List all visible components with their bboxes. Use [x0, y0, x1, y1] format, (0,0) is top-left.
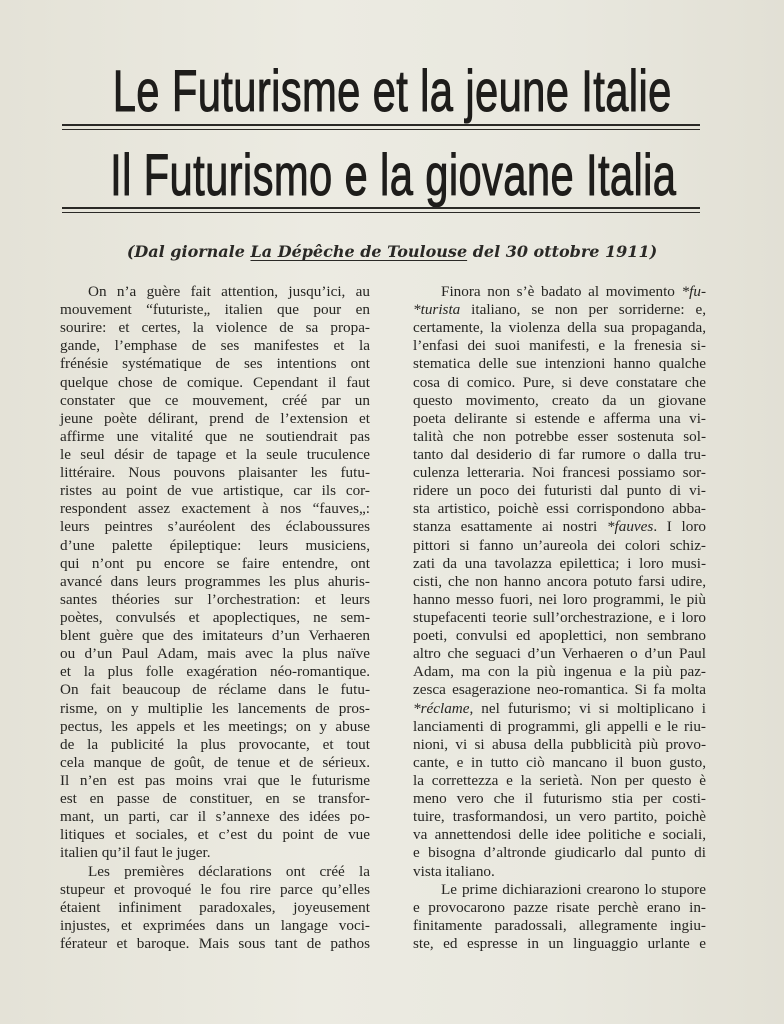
title-italian	[0, 143, 784, 208]
text-line	[413, 718, 706, 736]
line-text: qui n’ont pu encore se faire entendre, ont	[60, 554, 370, 572]
line-text: mant, un parti, car il s’annexe des idées po-	[60, 808, 370, 826]
line-text: cosa di comico. Pure, si deve constatare che	[413, 373, 706, 391]
line-text: de la publicité la plus provocante, et tout	[60, 735, 370, 753]
line-text: littéraire. Nous pouvons plaisanter les futu-	[60, 464, 370, 482]
newspaper-name: La Dépêche de Toulouse	[250, 242, 468, 261]
line-text: litiques et sociales, et c’est du point de vue	[60, 826, 370, 844]
line-text: Les premières déclarations ont créé la	[88, 862, 370, 880]
text-line	[413, 736, 706, 754]
text-line	[60, 555, 370, 573]
text-line	[60, 772, 370, 790]
text-line	[60, 681, 370, 699]
line-text: italien qu’il faut le juger.	[60, 844, 211, 862]
text-line	[413, 374, 706, 392]
line-text: certamente, la violenza della sua propaganda,	[413, 319, 706, 337]
title-french-text: Le Futurisme et la jeune Italie	[112, 59, 672, 124]
text-line	[413, 808, 706, 826]
text-line	[60, 500, 370, 518]
line-text: pectus, les appels et les meetings; on y abuse	[60, 717, 370, 735]
line-text: zati da una tavolazza epilettica; i loro musi-	[413, 554, 706, 572]
title-rule-bottom	[62, 207, 700, 209]
text-line	[413, 428, 706, 446]
text-line	[413, 555, 706, 573]
line-text: injustes, et exprimées dans un langage voci-	[60, 916, 370, 934]
text-line	[60, 283, 370, 301]
line-text: poètes, convulsés et apoplectiques, ne sem-	[60, 608, 370, 626]
text-line	[60, 718, 370, 736]
text-line	[60, 790, 370, 808]
line-text: mouvement “futuriste„ italien que pour en	[60, 301, 370, 319]
text-line	[60, 518, 370, 536]
line-text: la correttezza e la serietà. Non per questo è	[413, 771, 706, 789]
text-line	[60, 826, 370, 844]
line-text: affirme une vitalité que ne soutiendrait pas	[60, 427, 370, 445]
line-text: pittori si fanno un’aureola dei colori schiz-	[413, 536, 706, 554]
line-text: étaient infiniment paradoxales, joyeusement	[60, 898, 370, 916]
line-text: Adam, ma con la più ingenua e la più paz-	[413, 663, 706, 681]
line-text: On fait beaucoup de réclame dans le futu-	[60, 681, 370, 699]
line-text: , nel futurismo; vi si moltiplicano i	[469, 699, 706, 717]
line-text: ou d’un Paul Adam, mais avec la plus naïve	[60, 645, 370, 663]
text-line	[60, 645, 370, 663]
line-text: tuire, trasformandosi, un vero partito, poichè	[413, 808, 706, 826]
line-text: frénésie systématique de ses intentions ont	[60, 355, 370, 373]
text-line	[60, 537, 370, 555]
line-text: finitamente paradossali, allegramente ingiu-	[413, 916, 706, 934]
text-line	[60, 844, 370, 862]
italic-text: *turista	[413, 301, 461, 319]
text-line	[413, 899, 706, 917]
text-line	[60, 917, 370, 935]
text-line	[413, 446, 706, 464]
line-text: gande, l’emphase de ses manifestes et la	[60, 337, 370, 355]
text-line	[413, 573, 706, 591]
line-text: ristes au point de vue artistique, car ils cor-	[60, 482, 370, 500]
line-text: ste, ed espresse in un linguaggio urlante e	[413, 934, 706, 952]
text-line	[413, 844, 706, 862]
line-text: va annettendosi delle idee politiche e sociali,	[413, 826, 706, 844]
text-line	[413, 392, 706, 410]
text-line	[413, 591, 706, 609]
source-citation	[0, 242, 784, 261]
line-text: l’enfasi dei suoi manifesti, e la frenesia si-	[413, 337, 706, 355]
line-text: d’une palette épileptique: leurs musiciens,	[60, 536, 370, 554]
text-line	[413, 881, 706, 899]
line-text: questo movimento, creato da un giovane	[413, 391, 706, 409]
line-text: Le prime dichiarazioni crearono lo stupore	[441, 880, 706, 898]
line-text: sourire: et certes, la violence de sa propa-	[60, 319, 370, 337]
text-line	[60, 808, 370, 826]
italic-text: *fu-	[681, 283, 706, 300]
line-text: risme, on y multiplie les lancements de pros-	[60, 699, 370, 717]
text-line	[413, 518, 706, 536]
text-line	[413, 790, 706, 808]
text-line	[60, 392, 370, 410]
text-line	[60, 482, 370, 500]
line-text: stanza esattamente ai nostri	[413, 518, 607, 536]
line-text: e provocarono pazze risate perchè erano in-	[413, 898, 706, 916]
text-line	[60, 464, 370, 482]
line-text: vista italiano.	[413, 862, 495, 880]
text-line	[60, 337, 370, 355]
title-french	[0, 59, 784, 124]
text-line	[60, 736, 370, 754]
text-line	[413, 772, 706, 790]
citation-date: del 30 ottobre 1911)	[467, 242, 658, 261]
line-text: culenza letteraria. Noi francesi possiamo sor-	[413, 464, 706, 482]
text-line	[60, 446, 370, 464]
line-text: altro che seguaci d’un Verhaeren o d’un Paul	[413, 645, 706, 663]
text-line	[413, 609, 706, 627]
text-line	[413, 464, 706, 482]
line-text: Il n’en est pas moins vrai que le futurisme	[60, 771, 370, 789]
text-line	[60, 881, 370, 899]
text-line	[60, 935, 370, 953]
text-line	[413, 301, 706, 319]
line-text: stupeur et provoqué le fou rire parce qu’elles	[60, 880, 370, 898]
text-line	[413, 826, 706, 844]
line-text: ridere un poco dei futuristi dal punto di vi-	[413, 482, 706, 500]
line-text: est en passe de constituer, en se transfor-	[60, 790, 370, 808]
text-line	[60, 754, 370, 772]
line-text: quelque chose de comique. Cependant il faut	[60, 373, 370, 391]
italian-column	[413, 283, 706, 953]
text-line	[413, 627, 706, 645]
line-text: jeune poète délirant, prend de l’extension et	[60, 409, 370, 427]
line-text: cela manque de goût, de tenue et de sérieux.	[60, 753, 370, 771]
text-line	[413, 355, 706, 373]
title-rule-top	[62, 124, 700, 126]
title-italian-text: Il Futurismo e la giovane Italia	[110, 143, 677, 208]
line-text: santes théories sur l’orchestration: et leurs	[60, 590, 370, 608]
text-line	[413, 337, 706, 355]
line-text: férateur et baroque. Mais sous tant de pathos	[60, 934, 370, 952]
line-text: poeta delirante si estende e afferma una vi-	[413, 409, 706, 427]
italic-text: *réclame	[413, 699, 470, 717]
text-line	[60, 863, 370, 881]
text-line	[60, 591, 370, 609]
text-line	[413, 410, 706, 428]
text-line	[413, 681, 706, 699]
text-line	[60, 609, 370, 627]
text-line	[60, 627, 370, 645]
text-line	[413, 645, 706, 663]
text-line	[60, 428, 370, 446]
text-line	[413, 700, 706, 718]
text-line	[60, 700, 370, 718]
text-line	[60, 319, 370, 337]
line-text: blent guère que des imitateurs d’un Verhaeren	[60, 627, 370, 645]
text-line	[60, 355, 370, 373]
text-line	[413, 663, 706, 681]
line-text: e bisogna d’altronde giudicarlo dal punto di	[413, 844, 706, 862]
text-line	[413, 482, 706, 500]
line-text: . I loro	[653, 518, 706, 536]
italic-text: *fauves	[606, 518, 654, 536]
line-text: leurs peintres s’auréolent des éclaboussures	[60, 518, 370, 536]
line-text: constater que ce mouvement, créé par un	[60, 391, 370, 409]
text-line	[60, 899, 370, 917]
line-text: et la plus folle exagération néo-romantique.	[60, 663, 370, 681]
text-line	[413, 917, 706, 935]
line-text: poeti, convulsi ed apoplettici, non sembrano	[413, 627, 706, 645]
title-rule-top-thin	[62, 129, 700, 130]
text-line	[413, 935, 706, 953]
line-text: zesca esagerazione neo-romantica. Si fa molta	[413, 681, 706, 699]
line-text: respondent assez exactement à nos “fauves„:	[60, 500, 370, 518]
citation-prefix: (Dal giornale	[126, 242, 251, 261]
line-text: cante, e in tutto ciò mancano il buon gusto,	[413, 753, 706, 771]
text-line	[413, 500, 706, 518]
line-text: stupefacenti teorie sull’orchestrazione, e i loro	[413, 608, 706, 626]
line-text: On n’a guère fait attention, jusqu’ici, au	[88, 283, 370, 300]
text-line	[413, 754, 706, 772]
text-line	[413, 283, 706, 301]
text-line	[413, 863, 706, 881]
text-line	[413, 319, 706, 337]
text-line	[60, 374, 370, 392]
line-text: tanto dal desiderio di far rumore o dalla tru-	[413, 445, 706, 463]
line-text: Finora non s’è badato al movimento	[441, 283, 682, 300]
text-line	[60, 410, 370, 428]
french-column	[60, 283, 370, 953]
text-line	[60, 663, 370, 681]
line-text: le seul désir de tapage et la seule truculence	[60, 445, 370, 463]
title-rule-bottom-thin	[62, 212, 700, 213]
line-text: stematica delle sue intenzioni hanno qualche	[413, 355, 706, 373]
line-text: nioni, vi si abusa della pubblicità più provo-	[413, 735, 706, 753]
line-text: talità che non potrebbe esser sostenuta sol-	[413, 427, 706, 445]
text-line	[60, 573, 370, 591]
text-line	[60, 301, 370, 319]
line-text: cisti, che non hanno ancora potuto farsi udire,	[413, 572, 706, 590]
line-text: meno vero che il futurismo stia per costi-	[413, 790, 706, 808]
line-text: avancé dans leurs programmes les plus ahuris-	[60, 572, 370, 590]
line-text: sta artistico, poichè essi corrispondono abba-	[413, 500, 706, 518]
text-line	[413, 537, 706, 555]
line-text: lanciamenti di programmi, gli appelli e le riu-	[413, 717, 706, 735]
line-text: italiano, se non per sorriderne: e,	[460, 301, 706, 319]
line-text: hanno messo fuori, nei loro programmi, le più	[413, 590, 706, 608]
